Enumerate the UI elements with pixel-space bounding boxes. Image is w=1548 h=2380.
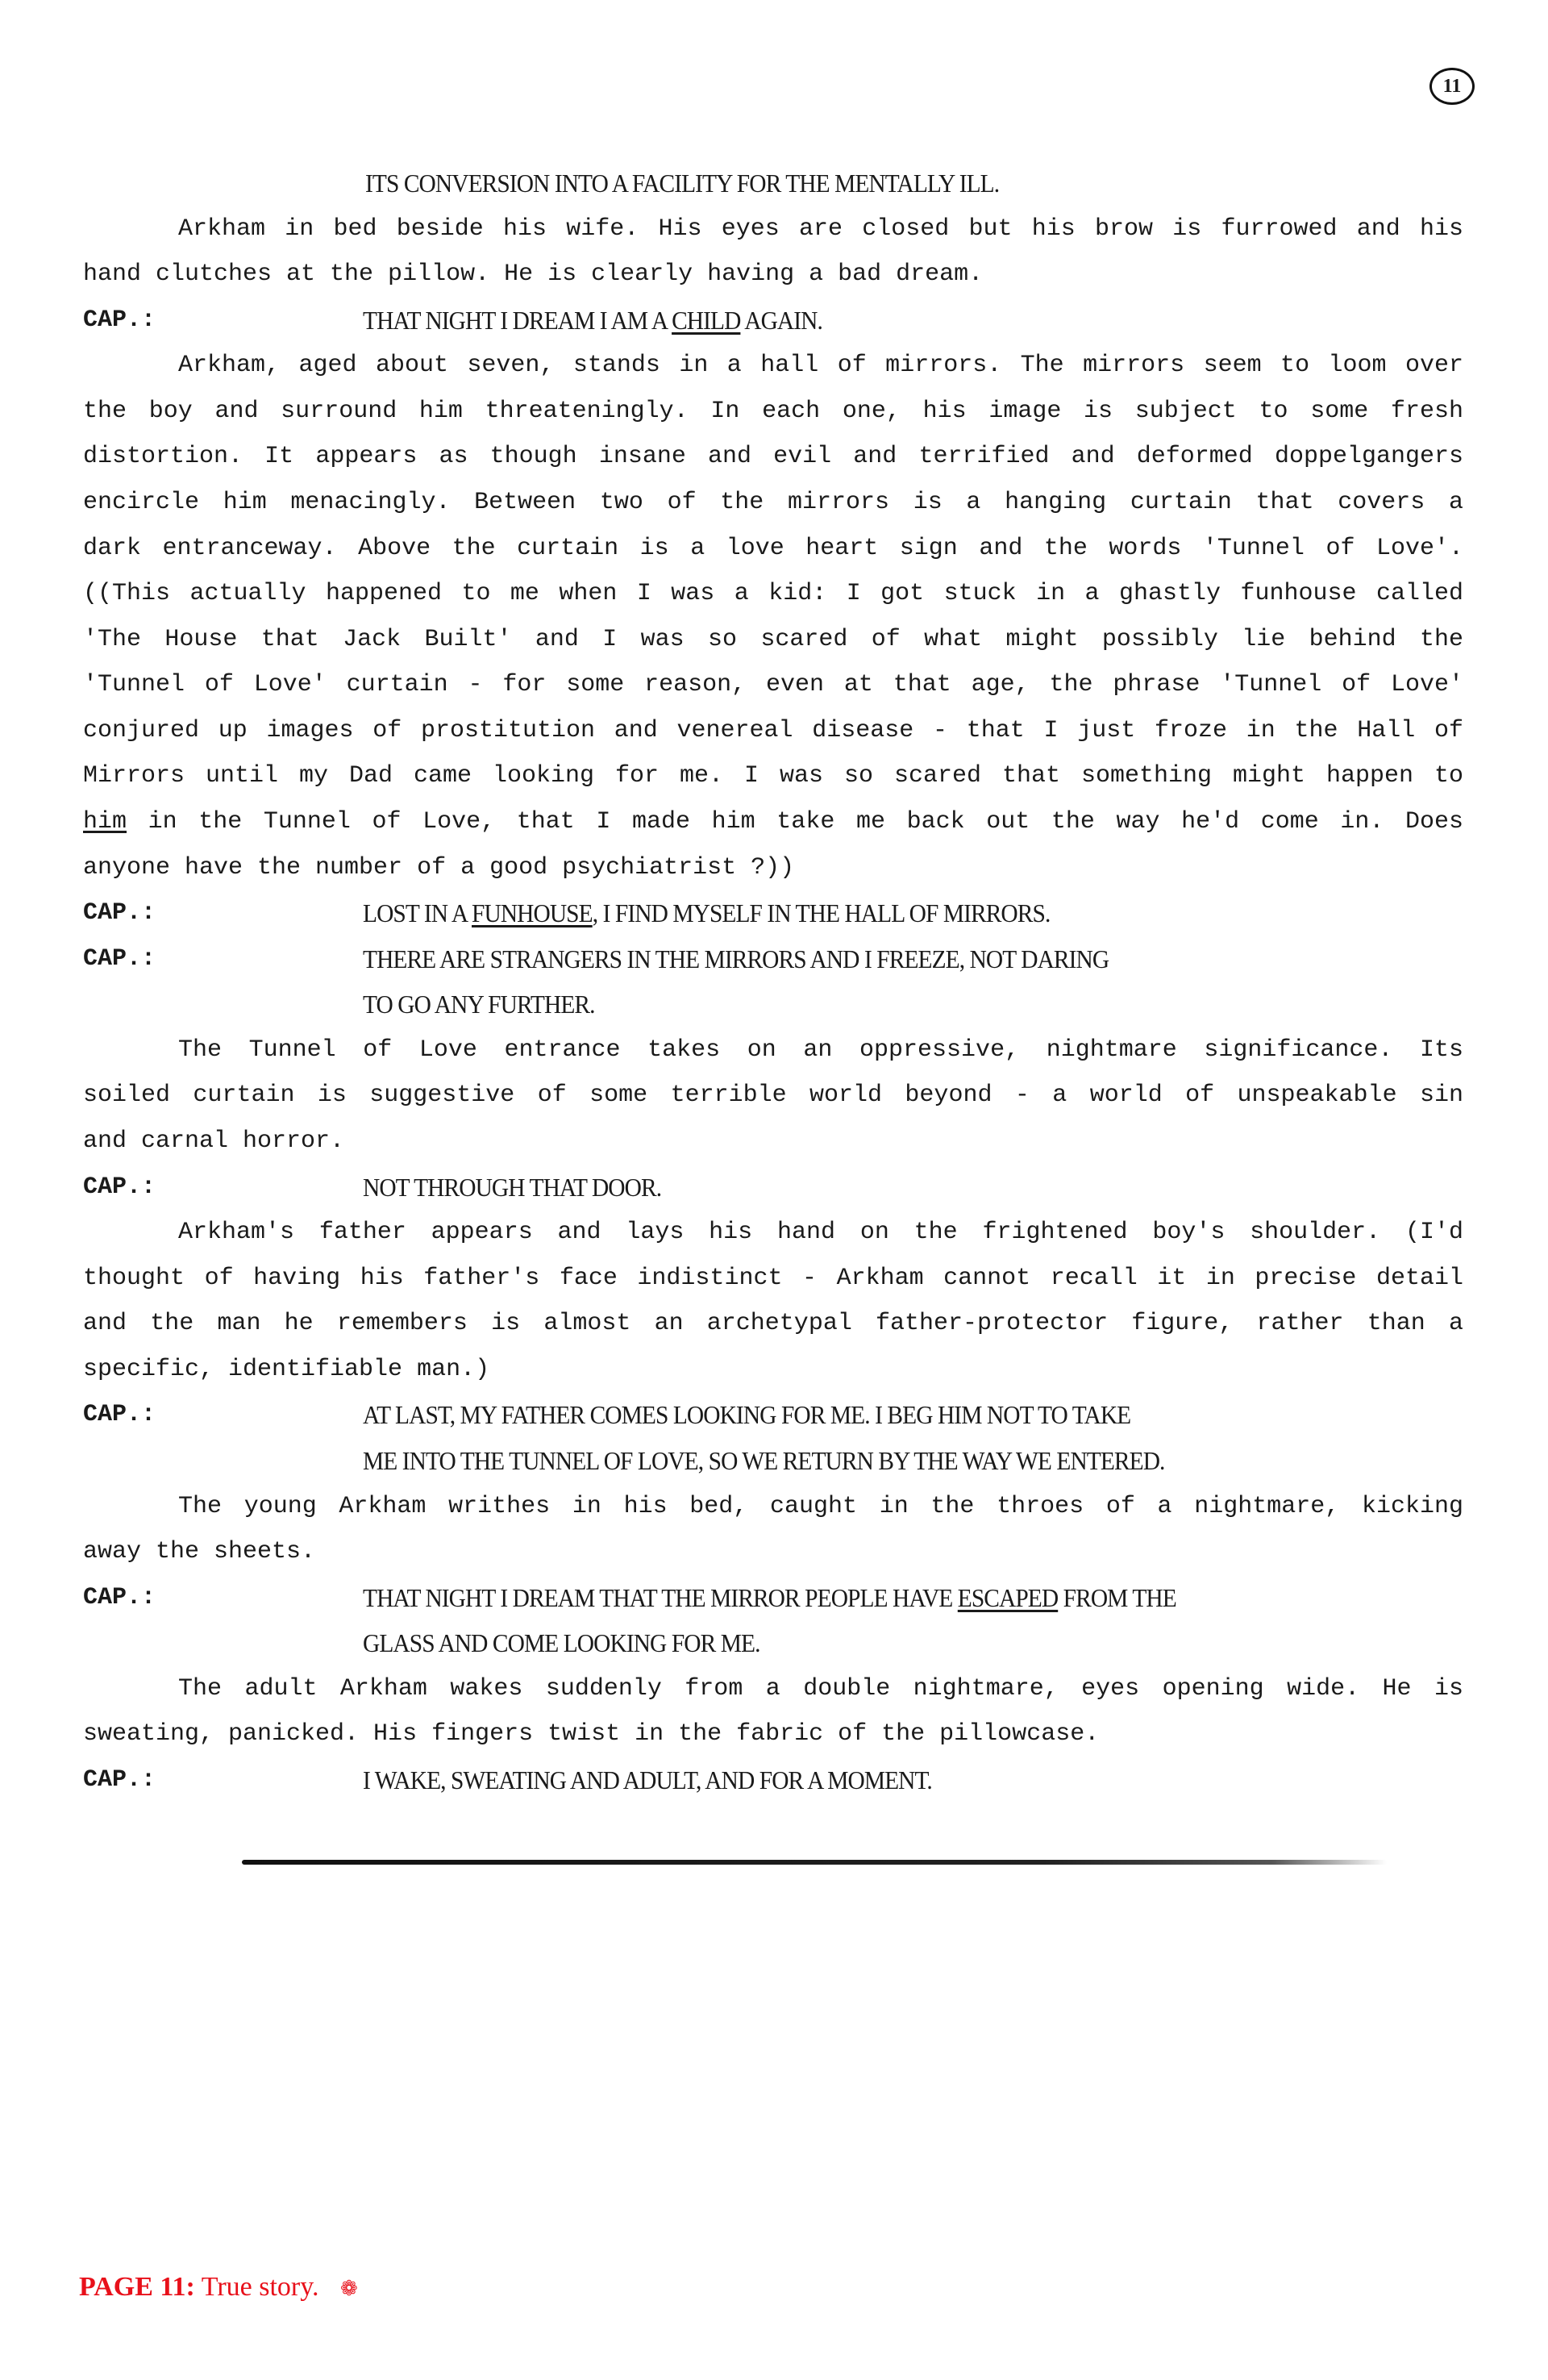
caption-line [83,1171,1463,1203]
line-text: thought of having his father's face indistinct - Arkham cannot recall it in precise detail [83,1264,1463,1292]
description-line [83,1125,1463,1157]
caption-line [83,1398,1463,1431]
line-text: THAT NIGHT I DREAM I AM A CHILD AGAIN. [363,305,822,335]
description-line [83,1673,1463,1705]
line-text: Mirrors until my Dad came looking for me. I was so scared that something might happen to [83,762,1463,790]
description-line [83,760,1463,792]
line-text: anyone have the number of a good psychiatrist ?)) [83,853,795,882]
line-text: specific, identifiable man.) [83,1355,490,1383]
description-line [83,532,1463,565]
line-text: the boy and surround him threateningly. In each one, his image is subject to some fresh [83,397,1463,425]
caption-line [83,1582,1463,1614]
line-text: ((This actually happened to me when I was a kid: I got stuck in a ghastly funhouse called [83,580,1463,608]
line-text: GLASS AND COME LOOKING FOR ME. [363,1628,760,1658]
scene-heading-line [83,167,1463,199]
line-text: 'The House that Jack Built' and I was so scared of what might possibly lie behind the [83,625,1463,653]
line-text: The young Arkham writhes in his bed, caught in the throes of a nightmare, kicking [178,1492,1463,1520]
description-line [83,440,1463,473]
underlined-word: him [83,807,127,836]
description-line [83,1216,1463,1248]
description-line [83,1262,1463,1294]
caption-label: CAP.: [83,1765,156,1794]
description-line [83,806,1463,838]
line-text: away the sheets. [83,1538,316,1566]
flower-ornament-icon: ❁ [340,2277,358,2300]
line-text: 'Tunnel of Love' curtain - for some reason, even at that age, the phrase 'Tunnel of Love' [83,671,1463,699]
end-rule-divider [242,1860,1387,1865]
line-text: The adult Arkham wakes suddenly from a double nightmare, eyes opening wide. He is [178,1674,1463,1703]
description-line [83,669,1463,701]
description-line [83,1718,1463,1750]
footer-note-text: True story. [201,2272,319,2302]
line-text: and carnal horror. [83,1127,345,1155]
line-text: THERE ARE STRANGERS IN THE MIRRORS AND I FREEZE, NOT DARING [363,944,1109,973]
description-line [83,349,1463,381]
line-text: soiled curtain is suggestive of some terrible world beyond - a world of unspeakable sin [83,1082,1463,1110]
description-line [83,486,1463,519]
caption-label: CAP.: [83,1173,156,1201]
line-text: conjured up images of prostitution and venereal disease - that I just froze in the Hall of [83,716,1463,744]
line-text: I WAKE, SWEATING AND ADULT, AND FOR A MOMENT. [363,1765,932,1794]
underlined-word: ESCAPED [957,1582,1059,1612]
line-text: sweating, panicked. His fingers twist in the fabric of the pillowcase. [83,1720,1100,1749]
caption-line [83,1764,1463,1796]
line-text: him in the Tunnel of Love, that I made him take me back out the way he'd come in. Does [83,807,1463,836]
underlined-word: FUNHOUSE [472,898,593,928]
caption-label: CAP.: [83,899,156,927]
line-text: distortion. It appears as though insane and evil and terrified and deformed doppelgangers [83,443,1463,471]
description-line [83,213,1463,245]
description-line [83,1490,1463,1523]
line-text: dark entranceway. Above the curtain is a love heart sign and the words 'Tunnel of Love'. [83,534,1463,562]
line-text: TO GO ANY FURTHER. [363,990,595,1019]
description-line [83,258,1463,290]
line-text: The Tunnel of Love entrance takes on an oppressive, nightmare significance. Its [178,1036,1463,1064]
caption-label: CAP.: [83,306,156,334]
caption-line [83,988,1463,1020]
caption-label: CAP.: [83,944,156,973]
line-text: and the man he remembers is almost an archetypal father-protector figure, rather than a [83,1310,1463,1338]
line-text: hand clutches at the pillow. He is clearly having a bad dream. [83,261,984,289]
caption-label: CAP.: [83,1583,156,1611]
caption-line [83,943,1463,975]
description-line [83,1536,1463,1568]
line-text: encircle him menacingly. Between two of the mirrors is a hanging curtain that covers a [83,488,1463,516]
caption-line [83,1627,1463,1659]
description-line [83,623,1463,656]
caption-label: CAP.: [83,1401,156,1429]
page-number-circle: 11 [1429,68,1475,105]
line-text: NOT THROUGH THAT DOOR. [363,1172,662,1202]
description-line [83,577,1463,610]
footer-page-label: PAGE 11: [79,2272,195,2302]
line-text: Arkham's father appears and lays his hand on the frightened boy's shoulder. (I'd [178,1219,1463,1247]
line-text: THAT NIGHT I DREAM THAT THE MIRROR PEOPLE HAVE ESCAPED FROM THE [363,1582,1176,1612]
caption-line [83,304,1463,336]
description-line [83,1353,1463,1386]
underlined-word: CHILD [672,305,741,335]
description-line [83,395,1463,427]
line-text: ITS CONVERSION INTO A FACILITY FOR THE MENTALLY ILL. [365,169,1000,198]
description-line [83,1034,1463,1066]
line-text: Arkham, aged about seven, stands in a hall of mirrors. The mirrors seem to loom over [178,352,1463,380]
description-line [83,1307,1463,1340]
description-line [83,715,1463,747]
line-text: Arkham in bed beside his wife. His eyes are closed but his brow is furrowed and his [178,215,1463,243]
line-text: LOST IN A FUNHOUSE, I FIND MYSELF IN THE HALL OF MIRRORS. [363,898,1051,928]
caption-line [83,897,1463,929]
description-line [83,852,1463,884]
line-text: ME INTO THE TUNNEL OF LOVE, SO WE RETURN BY THE WAY WE ENTERED. [363,1445,1165,1475]
footer-note [79,2272,358,2303]
caption-line [83,1444,1463,1477]
line-text: AT LAST, MY FATHER COMES LOOKING FOR ME. I BEG HIM NOT TO TAKE [363,1400,1131,1430]
description-line [83,1079,1463,1111]
